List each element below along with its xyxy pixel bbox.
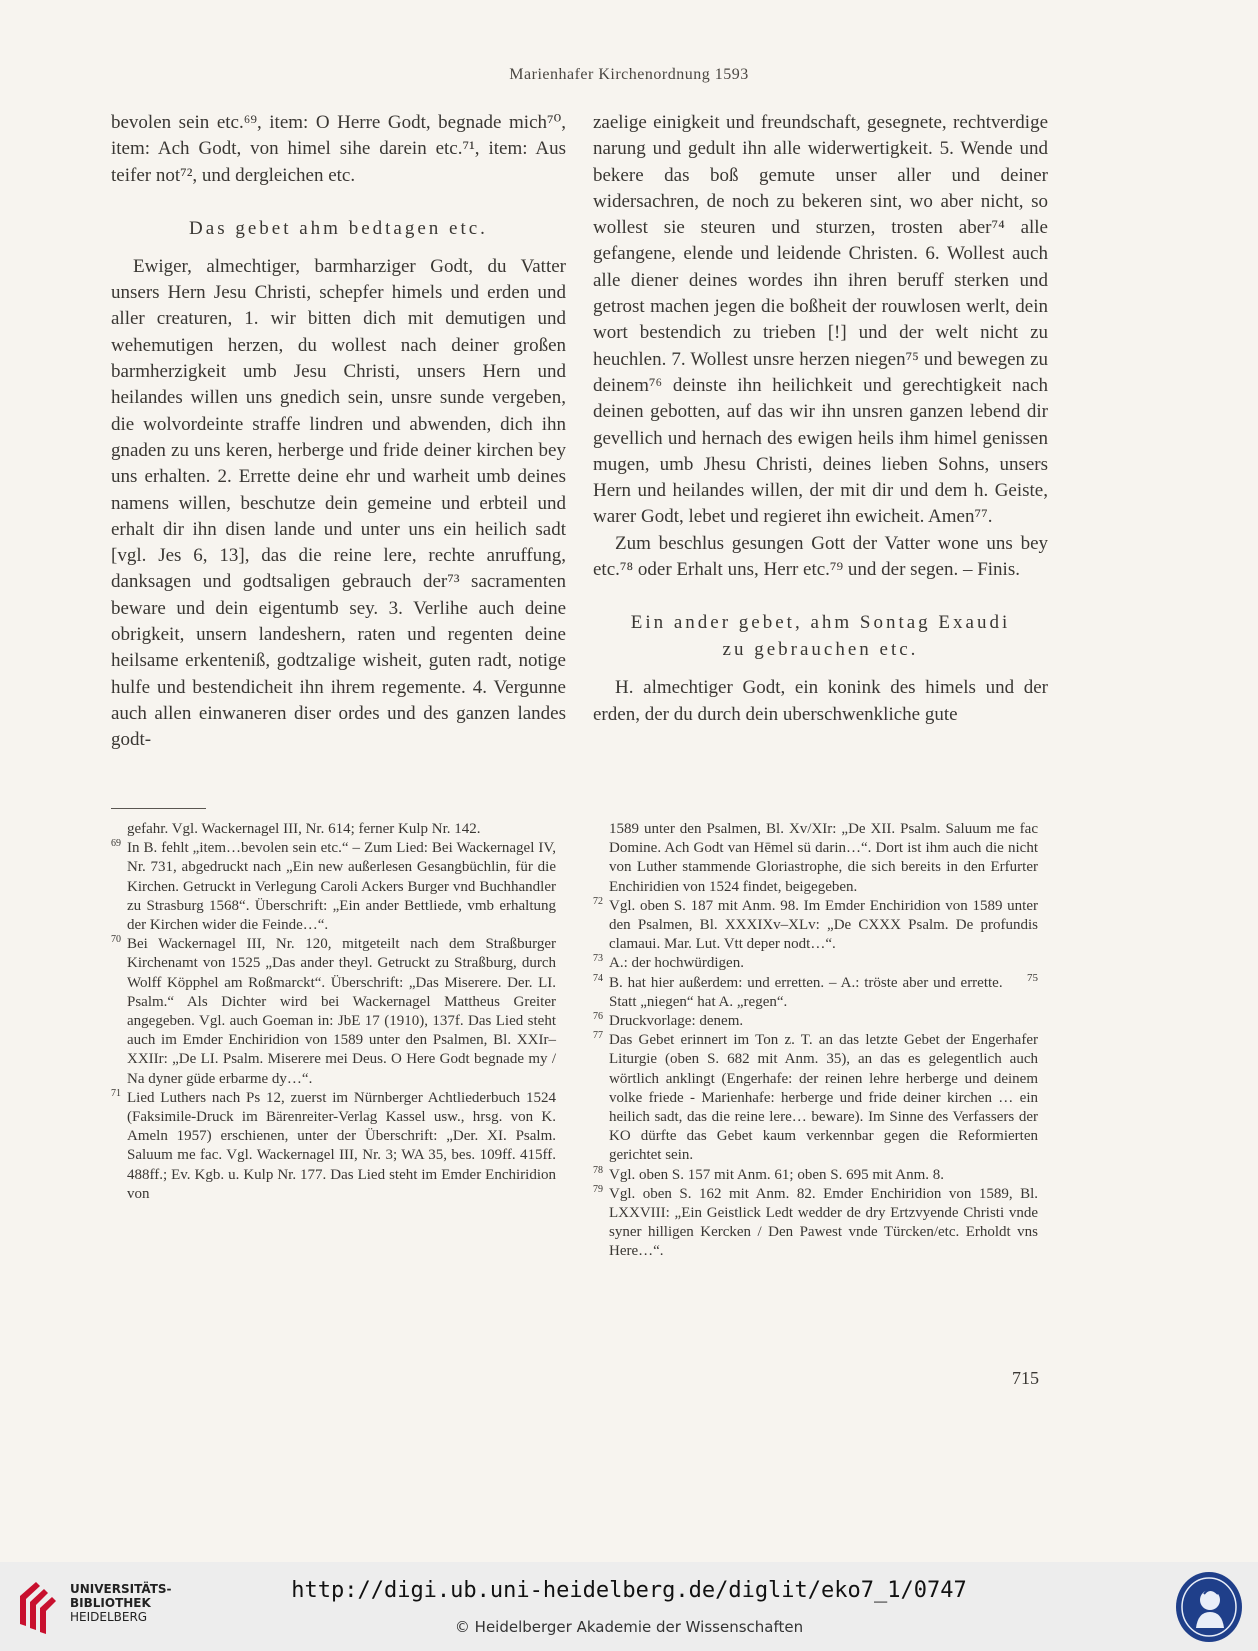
left-paragraph-2: Ewiger, almechtiger, barmharziger Godt, du Vatter unsers Hern Jesu Christi, schepfer himels und erden und aller creaturen, 1. wir bitten dich mit demutigen und wehemutigen herzen, du wollest nach deiner großen barmherzigkeit umb Jesu Christi, unsers Hern und heilandes willen uns gnedich sein, unsre sunde vergeben, die wolvordeinte straffe lindren und abwenden, dich ihn gnaden zu uns keren, herberge und fride deiner kirchen bey uns erhalten. 2. Errette deine ehr und warheit umb deines namens willen, beschutze dein gemeine und erbteil und erhalt dir ihn disen lande und unter uns ein heilich sadt [vgl. Jes 6, 13], das die reine lere, rechte anruffung, danksagen und godtsaligen gebrauch der⁷³ sacramenten beware und dein eigentumb sey. 3. Verlihe auch deine obrigkeit, unsern landeshern, raten und regenten deine heilsame erkenteniß, godtzalige wisheit, guten radt, notige hulfe und bestendicheit ihn ihrem regemente. 4. Vergunne auch allen einwaneren diser ordes und des ganzen landes godt- [111,255,566,751]
right-text [593,110,1048,728]
footnote-text: Vgl. oben S. 162 mit Anm. 82. Emder Enchiridion von 1589, Bl. LXXVIII: „Ein Geistlick Ledt wedder de dry Ertzvyende Christi vnde syner hilligen Kercken / Den Pawest vnde Türcken/etc. Erholdt vns Here…“. [609,1185,1038,1260]
section-heading-exaudi-line1: Ein ander gebet, ahm Sontag Exaudi [630,612,1011,634]
library-name-line1: UNIVERSITÄTS- [70,1582,172,1596]
footnote-73: 73 A.: der hochwürdigen. [593,953,744,972]
footnote-text: Das Gebet erinnert im Ton z. T. an das letzte Gebet der Engerhafer Liturgie (oben S. 682 mit Anm. 35), an das es gelegentlich auch wörtlich anklingt (Engerhafe: der reinen lehre herberge und deinem volke friede - Marienhafe: herberge und fride deiner kirchen … ein heilich sadt, das die reine lere… beware). Im Sinne des Verfassers der KO dürfte das Gebet kaum verkennbar gegen die Reformierten gerichtet sein. [609,1032,1038,1164]
section-heading-bedtagen: Das gebet ahm bedtagen etc. [189,217,488,239]
footnote-70: 70 Bei Wackernagel III, Nr. 120, mitgeteilt nach dem Straßburger Kirchenamt von 1525 „Das ander theyl. Getruckt zu Straßburg, durch Wolff Köpphel am Roßmarckt“. Überschrift: „Das Miserere. Der. LI. Psalm.“ Als Dichter wird bei Wackernagel Mattheus Greiter angegeben. Vgl. auch Goeman in: JbE 17 (1910), 137f. Das Lied steht auch im Emder Enchiridion von 1589 unter den Psalmen, Bl. XXIr–XXIIr: „De LI. Psalm. Miserere mei Deus. O Here Godt begnade my / Na dyner güde erbarme dy…“. [111,934,556,1087]
left-text [111,110,566,754]
footnote-rule [111,808,206,809]
footnote-79: 79 Vgl. oben S. 162 mit Anm. 82. Emder Enchiridion von 1589, Bl. LXXVIII: „Ein Geistlick Ledt wedder de dry Ertzvyende Christi vnde syner hilligen Kercken / Den Pawest vnde Türcken/etc. Erholdt vns Here…“. [593,1183,1038,1260]
running-title: Marienhafer Kirchenordnung 1593 [509,66,749,83]
footnote-text: Bei Wackernagel III, Nr. 120, mitgeteilt nach dem Straßburger Kirchenamt von 1525 „Das ander theyl. Getruckt zu Straßburg, durch Wolff Köpphel am Roßmarckt“. Überschrift: „Das Miserere. Der. LI. Psalm.“ Als Dichter wird bei Wackernagel Mattheus Greiter angegeben. Vgl. auch Goeman in: JbE 17 (1910), 137f. Das Lied steht auch im Emder Enchiridion von 1589 unter den Psalmen, Bl. XXIr–XXIIr: „De LI. Psalm. Miserere mei Deus. O Here Godt begnade my / Na dyner güde erbarme dy…“. [127,936,556,1087]
footnote-text: Statt „niegen“ hat A. „regen“. [609,993,788,1010]
footnote-69: 69 In B. fehlt „item…bevolen sein etc.“ – Zum Lied: Bei Wackernagel IV, Nr. 731, abgedruckt nach „Ein new außerlesen Gesangbüchlin, für die Kirchen. Getruckt in Verlegung Caroli Ackers Burger vnd Buchhandler zu Strasburg 1568“. Überschrift: „Ein ander Bettliede, vmb erhaltung der Kirchen wider die Feinde…“. [111,838,556,934]
footnote-76: 76 Druckvorlage: denem. [593,1011,744,1030]
footnotes-right [593,820,1038,1262]
footnote-text: Druckvorlage: denem. [609,1013,744,1030]
footnote-text: Lied Luthers nach Ps 12, zuerst im Nürnberger Achtliederbuch 1524 (Faksimile-Druck im Bärenreiter-Verlag Kassel usw., hrsg. von K. Ameln 1957) erschienen, unter der Überschrift: „Der. XI. Psalm. Saluum me fac. Vgl. Wackernagel III, Nr. 3; WA 35, bes. 109ff. 415ff. 488ff.; Ev. Kgb. u. Kulp Nr. 177. Das Lied steht im Emder Enchiridion von [127,1089,556,1202]
footnote-continuation: 1589 unter den Psalmen, Bl. Xv/XIr: „De XII. Psalm. Saluum me fac Domine. Ach Godt van Hēmel sü darin…“. Dort ist ihm auch die nicht von Luther stammende Gloriastrophe, die sich bereits in den Erfurter Enchiridien von 1524 findet, beigegeben. [609,821,1038,895]
footnotes-left [111,820,556,1204]
footnote-text: B. hat hier außerdem: und erretten. – A.: tröste aber und errette. [609,974,1003,991]
right-paragraph-3: H. almechtiger Godt, ein konink des himels und der erden, der du durch dein uberschwenkliche gute [593,677,1048,725]
footnote-text: Vgl. oben S. 187 mit Anm. 98. Im Emder Enchiridion von 1589 unter den Psalmen, Bl. XXXIXv–XLv: „De CXXX Psalm. De profundis clamaui. Mar. Lut. Vtt deper nodt…“. [609,897,1038,953]
footnote-74-75: 74 B. hat hier außerdem: und erretten. – A.: tröste aber und errette. $^{75}$ Statt „niegen“ hat A. „regen“. [593,971,1039,1010]
left-paragraph-1: bevolen sein etc.⁶⁹, item: O Herre Godt, begnade mich⁷⁰, item: Ach Godt, von himel sihe darein etc.⁷¹, item: Aus teifer not⁷², und dergleichen etc. [111,112,566,186]
right-paragraph-1: zaelige einigkeit und freundschaft, gesegnete, rechtverdige narung und gedult ihn alle widerwertigkeit. 5. Wende und bekere das boß gemute unser aller und deiner widersachren, de noch zu bekeren sint, wo aber nicht, so wollest sie steuren und sturzen, trosten aber⁷⁴ alle gefangene, elende und leidende Christen. 6. Wollest auch alle diener deines wordes ihn ihren beruff sterken und getrost machen jegen die boßheit der rouwlosen werlt, dein wort bestendich zu trieben [!] und der welt nicht zu heuchlen. 7. Wollest unsre herzen niegen⁷⁵ und bewegen zu deinem⁷⁶ deinste ihn heilichkeit und gerechtigkeit nach deinen gebotten, auf das wir ihn unsren ganzen lebend dir gevellich und hernach des ewigen heils ihm himel genissen mugen, umb Jhesu Christi, deines lieben Sohns, unsers Hern und heilandes willen, der mit dir und dem h. Geiste, warer Godt, lebet und regieret ihn ewicheit. Amen⁷⁷. [593,112,1048,528]
section-heading-exaudi [593,609,1048,663]
footnote-text: Vgl. oben S. 157 mit Anm. 61; oben S. 695 mit Anm. 8. [609,1166,945,1183]
academy-seal-icon [1174,1570,1244,1644]
footnote-continuation: gefahr. Vgl. Wackernagel III, Nr. 614; ferner Kulp Nr. 142. [127,821,481,837]
footnote-72: 72 Vgl. oben S. 187 mit Anm. 98. Im Emder Enchiridion von 1589 unter den Psalmen, Bl. XXXIXv–XLv: „De CXXX Psalm. De profundis clamaui. Mar. Lut. Vtt deper nodt…“. [593,895,1038,953]
library-name-line3: HEIDELBERG [70,1610,148,1624]
copyright-notice: © Heidelberger Akademie der Wissenschaften [454,1618,804,1636]
left-column [111,110,566,754]
footnote-78: 78 Vgl. oben S. 157 mit Anm. 61; oben S. 695 mit Anm. 8. [593,1164,945,1183]
right-paragraph-2: Zum beschlus gesungen Gott der Vatter wone uns bey etc.⁷⁸ oder Erhalt uns, Herr etc.⁷⁹ und der segen. – Finis. [593,532,1048,581]
footnote-text: In B. fehlt „item…bevolen sein etc.“ – Zum Lied: Bei Wackernagel IV, Nr. 731, abgedruckt nach „Ein new außerlesen Gesangbüchlin, für die Kirchen. Getruckt in Verlegung Caroli Ackers Burger vnd Buchhandler zu Strasburg 1568“. Überschrift: „Ein ander Bettliede, vmb erhaltung der Kirchen wider die Feinde…“. [127,840,556,934]
page-number: 715 [1012,1368,1039,1388]
footnote-77: 77 Das Gebet erinnert im Ton z. T. an das letzte Gebet der Engerhafer Liturgie (oben S. 682 mit Anm. 35), an das es gelegentlich auch wörtlich anklingt (Engerhafe: der reinen lehre herberge und deinem volke friede - Marienhafe: herberge und fride deiner kirchen … ein heilich sadt, das die reine lere… beware). Im Sinne des Verfassers der KO dürfte das Gebet kaum verkennbar gegen die Reformierten gerichtet sein. [593,1030,1038,1164]
permalink-url[interactable]: http://digi.ub.uni-heidelberg.de/diglit/eko7_1/0747 [291,1578,967,1603]
viewer-footer [0,1562,1258,1651]
right-column [593,110,1048,728]
library-name-line2: BIBLIOTHEK [70,1596,151,1610]
footnote-text: A.: der hochwürdigen. [609,955,744,972]
footnote-number: 75 [1027,971,1039,984]
footnote-71: 71 Lied Luthers nach Ps 12, zuerst im Nürnberger Achtliederbuch 1524 (Faksimile-Druck im Bärenreiter-Verlag Kassel usw., hrsg. von K. Ameln 1957) erschienen, unter der Überschrift: „Der. XI. Psalm. Saluum me fac. Vgl. Wackernagel III, Nr. 3; WA 35, bes. 109ff. 415ff. 488ff.; Ev. Kgb. u. Kulp Nr. 177. Das Lied steht im Emder Enchiridion von [111,1087,556,1202]
section-heading-exaudi-line2: zu gebrauchen etc. [722,639,919,661]
